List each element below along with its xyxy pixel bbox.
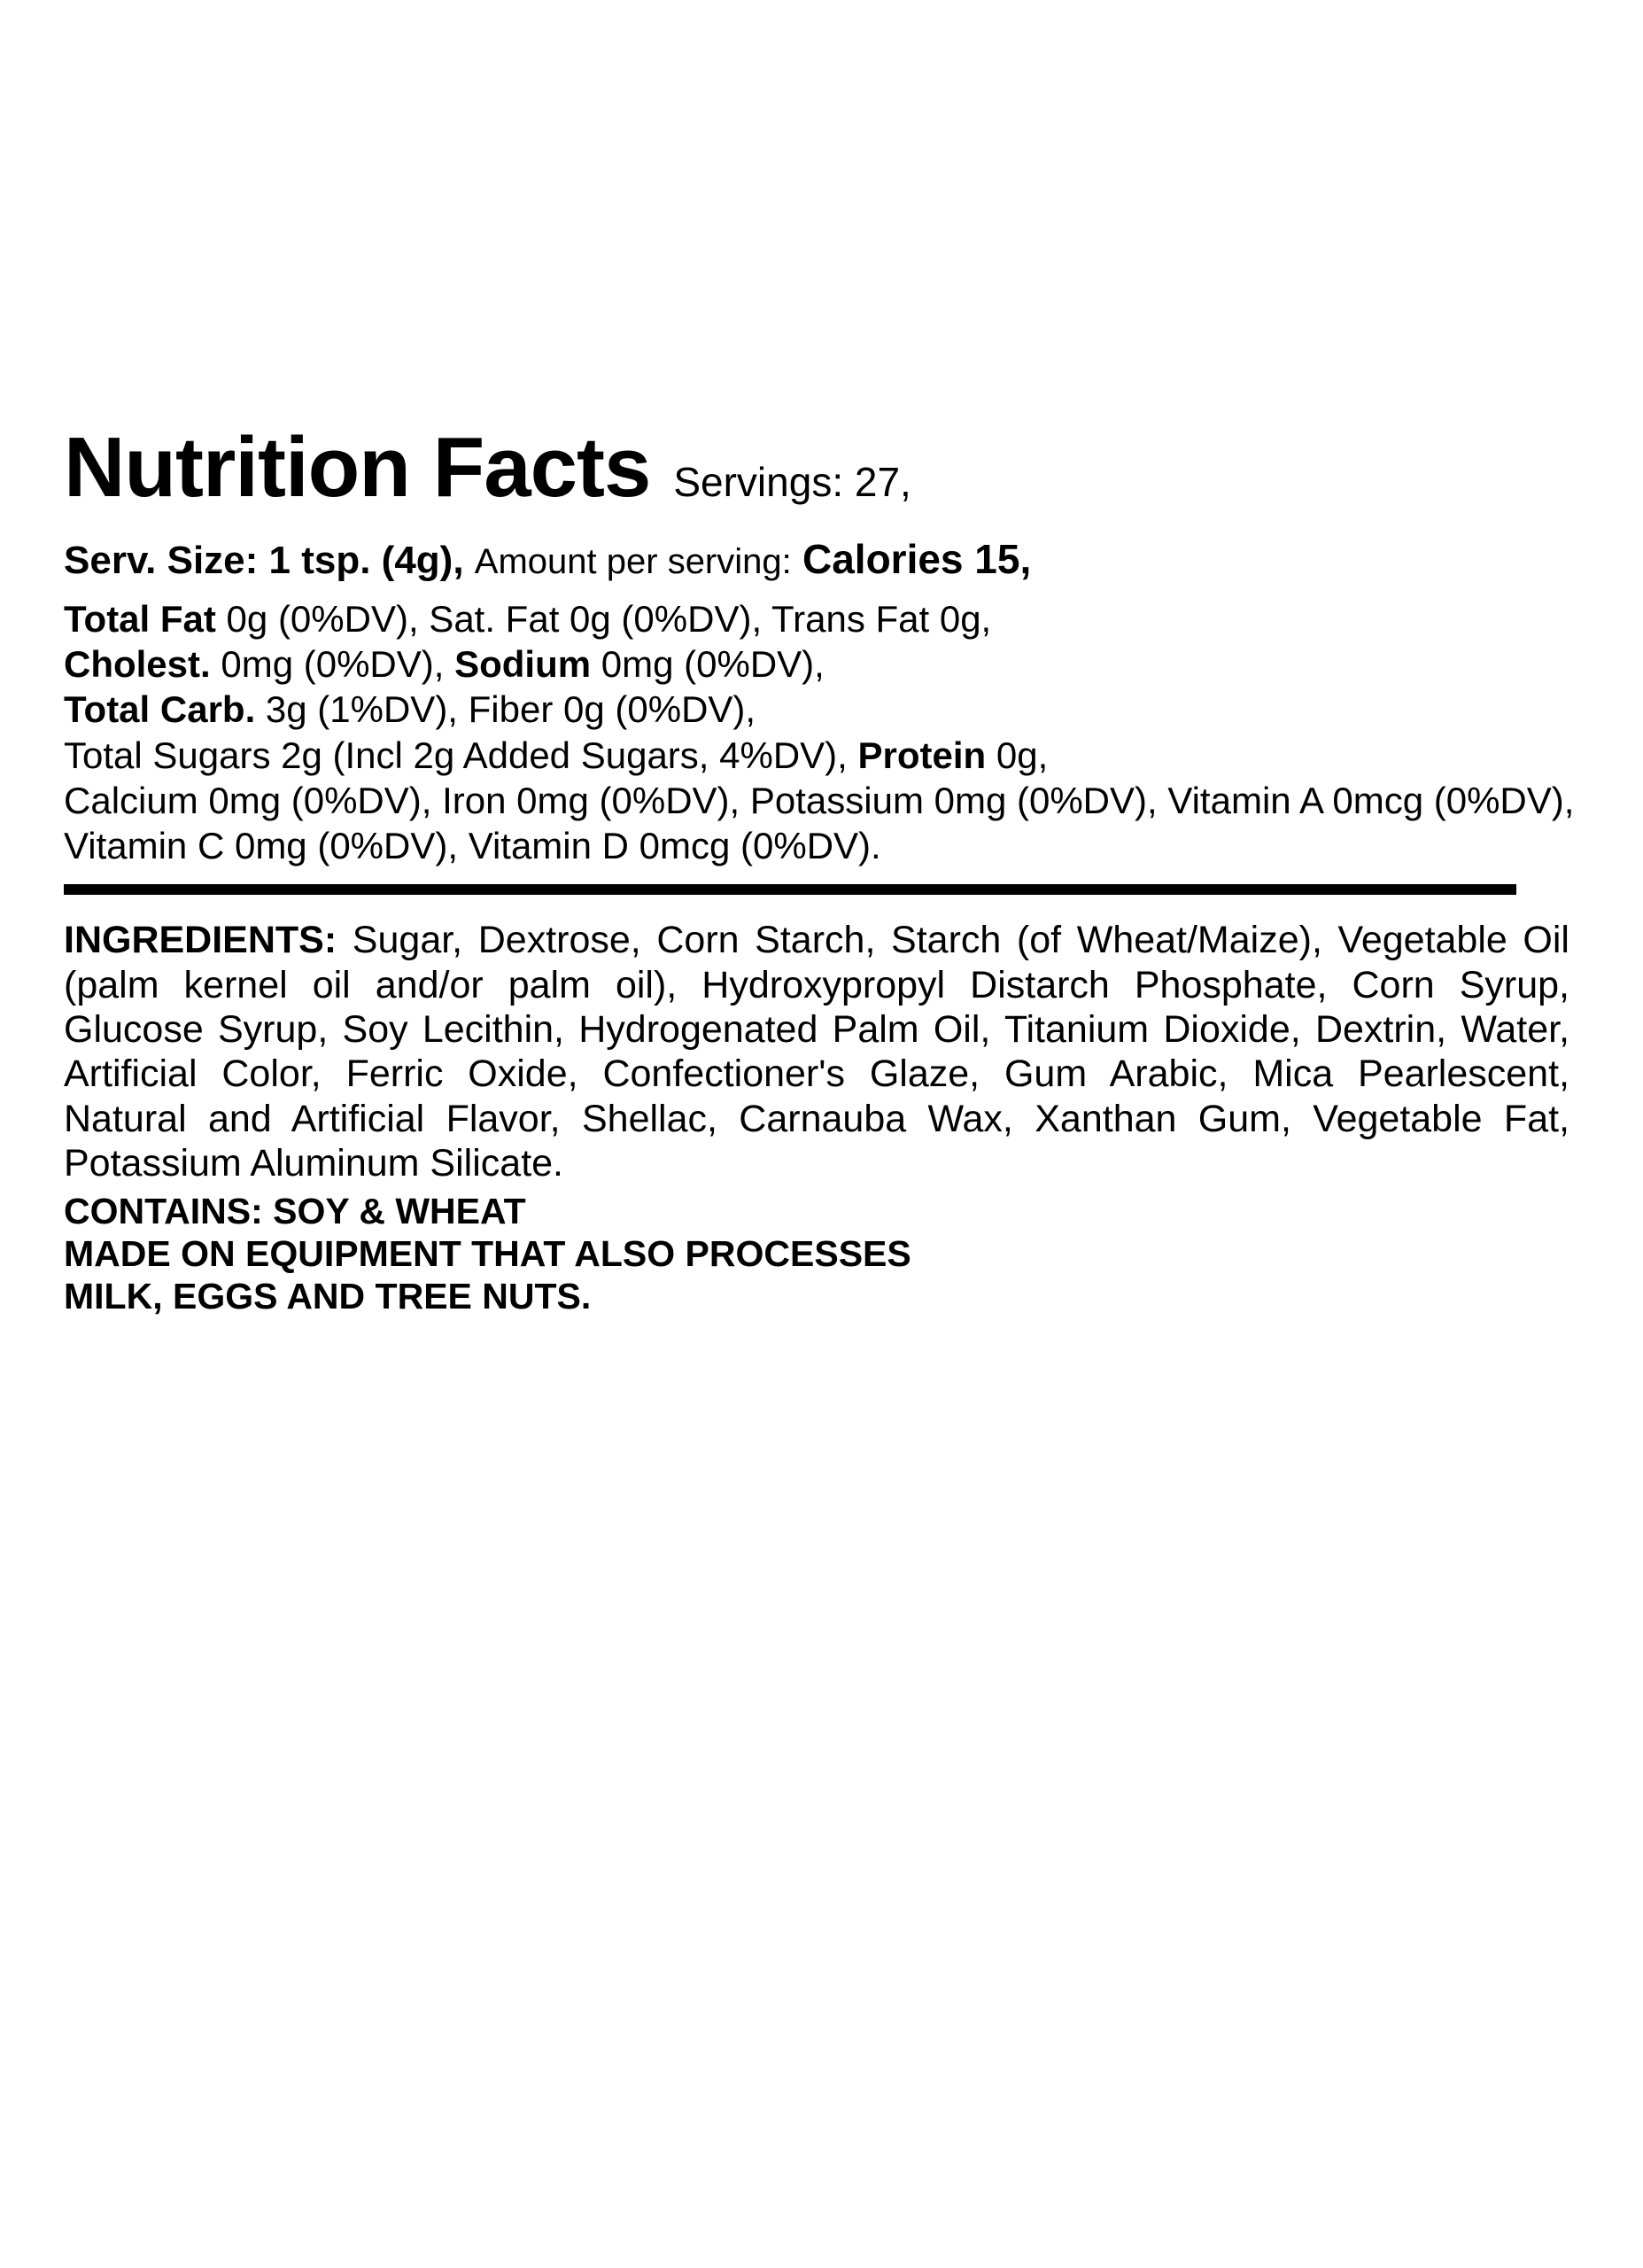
ingredients-heading: INGREDIENTS: (64, 919, 337, 962)
sodium-value: 0mg (0%DV), (591, 643, 825, 686)
protein-label: Protein (857, 734, 987, 776)
contains-statement: CONTAINS: SOY & WHEAT (64, 1191, 526, 1232)
total-fat-values: 0g (0%DV), Sat. Fat 0g (0%DV), Trans Fat 0g, (215, 597, 992, 640)
nutrition-facts-header (64, 420, 1580, 515)
nutrient-list (64, 596, 1580, 868)
nutrient-row-carb (64, 687, 1580, 732)
total-sugars-value: Total Sugars 2g (Incl 2g Added Sugars, 4%DV), (64, 734, 858, 776)
page-title: Nutrition Facts (64, 420, 651, 515)
cholesterol-label: Cholest. (64, 643, 211, 686)
equipment-statement-line1: MADE ON EQUIPMENT THAT ALSO PROCESSES (64, 1233, 911, 1275)
nutrient-row-fat (64, 596, 1580, 641)
total-carb-label: Total Carb. (64, 688, 256, 731)
serving-size-line (64, 535, 1580, 584)
section-divider (64, 884, 1516, 895)
nutrient-row-sugars-protein (64, 733, 1580, 778)
nutrition-label (64, 420, 1580, 1318)
sodium-label: Sodium (454, 643, 592, 686)
total-fat-label: Total Fat (64, 597, 216, 640)
serving-size-label: Serv. Size: (64, 539, 259, 582)
servings-count: Servings: 27, (673, 459, 911, 505)
amount-per-serving-label: Amount per serving: (474, 542, 792, 581)
equipment-statement-line2: MILK, EGGS AND TREE NUTS. (64, 1276, 592, 1317)
total-carb-values: 3g (1%DV), Fiber 0g (0%DV), (255, 688, 756, 731)
calories-value: Calories 15, (802, 536, 1032, 582)
nutrient-row-cholesterol-sodium (64, 641, 1580, 687)
ingredients-section (64, 918, 1569, 1185)
ingredients-text: Sugar, Dextrose, Corn Starch, Starch (of Wheat/Maize), Vegetable Oil (palm kernel oil and/or palm oil), Hydroxypropyl Distarch Phosphate, Corn Syrup, Glucose Syrup, Soy Lecithin, Hydrogenated Palm Oil, Titanium Dioxide, Dextrin, Water, Artificial Color, Ferric Oxide, Confectioner's Glaze, Gum Arabic, Mica Pearlescent, Natural and Artificial Flavor, Shellac, Carnauba Wax, Xanthan Gum, Vegetable Fat, Potassium Aluminum Silicate. (64, 919, 1569, 1184)
protein-value: 0g, (986, 734, 1049, 776)
nutrient-row-vitamins: Calcium 0mg (0%DV), Iron 0mg (0%DV), Potassium 0mg (0%DV), Vitamin A 0mcg (0%DV), Vitamin C 0mg (0%DV), Vitamin D 0mcg (0%DV). (64, 779, 1575, 867)
serving-size-value: 1 tsp. (4g), (268, 539, 464, 582)
allergen-warnings (64, 1191, 1580, 1318)
cholesterol-value: 0mg (0%DV), (210, 643, 455, 686)
